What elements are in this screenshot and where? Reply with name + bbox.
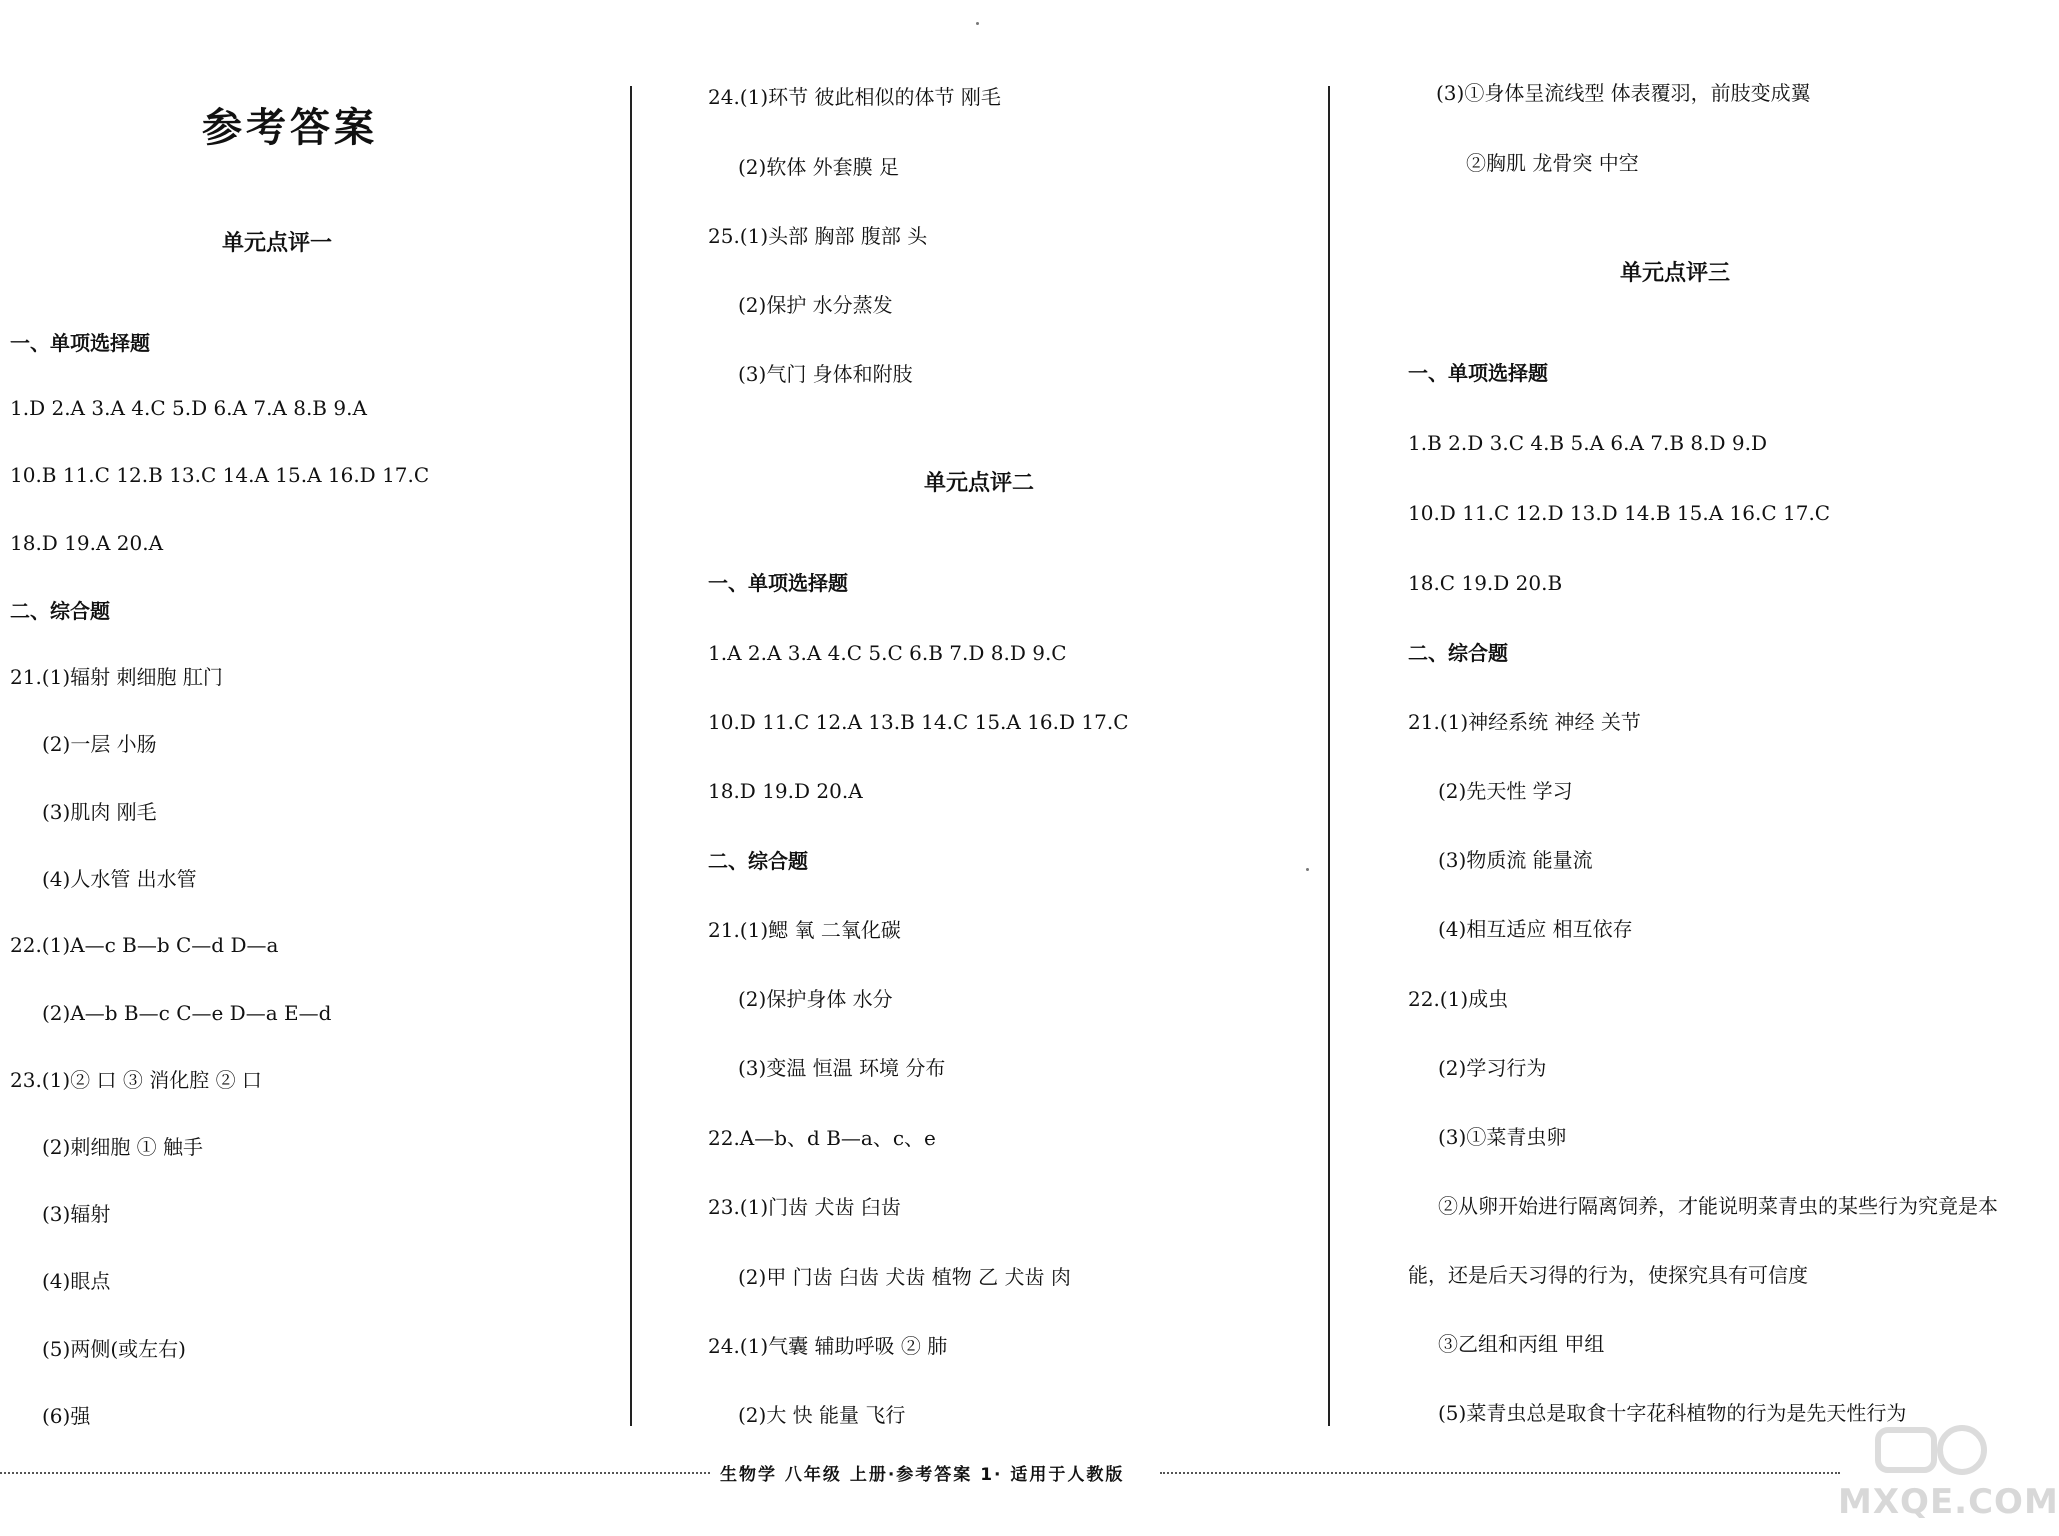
answer-line: (2)先天性 学习 — [1438, 779, 1573, 803]
column-2 — [632, 0, 1328, 1440]
answer-line: ②从卵开始进行隔离饲养，才能说明菜青虫的某些行为究竟是本 — [1438, 1194, 1998, 1218]
answer-line: 22.A—b、d B—a、c、e — [708, 1126, 936, 1150]
answer-line: (2)学习行为 — [1438, 1056, 1547, 1080]
answer-line: 24.(1)气囊 辅助呼吸 ② 肺 — [708, 1334, 948, 1358]
section-heading: 一、单项选择题 — [10, 331, 150, 355]
unit-title-2: 单元点评二 — [924, 470, 1035, 496]
section-heading: 一、单项选择题 — [1408, 361, 1548, 385]
answer-line: ②胸肌 龙骨突 中空 — [1466, 151, 1639, 175]
section-heading: 二、综合题 — [708, 849, 808, 873]
answer-line: (5)菜青虫总是取食十字花科植物的行为是先天性行为 — [1438, 1401, 1907, 1425]
watermark-text: MXQE.COM — [1838, 1482, 2059, 1522]
section-heading: 一、单项选择题 — [708, 571, 848, 595]
page-title: 参考答案 — [202, 104, 378, 151]
answer-line: 22.(1)A—c B—b C—d D—a — [10, 933, 279, 957]
unit-title-3: 单元点评三 — [1620, 260, 1731, 286]
answer-line: (3)①菜青虫卵 — [1438, 1125, 1567, 1149]
mc-answers-line: 18.D 19.A 20.A — [10, 531, 164, 555]
answer-line: 21.(1)神经系统 神经 关节 — [1408, 710, 1641, 734]
scan-speck — [1306, 868, 1309, 871]
answer-line: (2)A—b B—c C—e D—a E—d — [42, 1001, 332, 1025]
answer-line: (3)①身体呈流线型 体表覆羽，前肢变成翼 — [1436, 81, 1811, 105]
answer-line: (5)两侧(或左右) — [42, 1337, 186, 1361]
footer-text: 生物学 八年级 上册·参考答案 1· 适用于人教版 — [720, 1465, 1125, 1485]
answer-line: (2)保护 水分蒸发 — [738, 293, 893, 317]
page-footer — [0, 1454, 2014, 1494]
answer-line: (4)相互适应 相互依存 — [1438, 917, 1633, 941]
answer-line: (2)一层 小肠 — [42, 732, 157, 756]
scan-speck — [976, 22, 979, 25]
answer-line: (3)辐射 — [42, 1202, 111, 1226]
answer-line: 能，还是后天习得的行为，使探究具有可信度 — [1408, 1263, 1808, 1287]
mc-answers-line: 10.D 11.C 12.D 13.D 14.B 15.A 16.C 17.C — [1408, 501, 1831, 525]
watermark-logo — [1838, 1420, 2059, 1530]
answer-line: (2)甲 门齿 臼齿 犬齿 植物 乙 犬齿 肉 — [738, 1265, 1071, 1289]
answer-line: (4)眼点 — [42, 1269, 111, 1293]
column-3 — [1332, 0, 2014, 1440]
mc-answers-line: 10.D 11.C 12.A 13.B 14.C 15.A 16.D 17.C — [708, 710, 1129, 734]
answer-line: (2)大 快 能量 飞行 — [738, 1403, 906, 1427]
answer-line: 25.(1)头部 胸部 腹部 头 — [708, 224, 928, 248]
answer-line: 23.(1)② 口 ③ 消化腔 ② 口 — [10, 1068, 262, 1092]
column-divider — [1328, 86, 1330, 1426]
unit-title-1: 单元点评一 — [222, 230, 333, 256]
mc-answers-line: 1.D 2.A 3.A 4.C 5.D 6.A 7.A 8.B 9.A — [10, 396, 367, 420]
footer-rule-right — [1160, 1472, 1840, 1474]
column-1 — [0, 0, 628, 1440]
answer-line: 22.(1)成虫 — [1408, 987, 1509, 1011]
logo-icon — [1874, 1420, 1984, 1480]
answer-line: (4)人水管 出水管 — [42, 867, 197, 891]
answer-line: 24.(1)环节 彼此相似的体节 刚毛 — [708, 85, 1001, 109]
answer-line: (2)刺细胞 ① 触手 — [42, 1135, 204, 1159]
footer-rule-left — [0, 1472, 710, 1474]
answer-line: 23.(1)门齿 犬齿 臼齿 — [708, 1195, 901, 1219]
answer-line: (3)变温 恒温 环境 分布 — [738, 1056, 946, 1080]
section-heading: 二、综合题 — [10, 599, 110, 623]
mc-answers-line: 1.A 2.A 3.A 4.C 5.C 6.B 7.D 8.D 9.C — [708, 641, 1067, 665]
answer-line: (3)肌肉 刚毛 — [42, 800, 157, 824]
answer-line: ③乙组和丙组 甲组 — [1438, 1332, 1605, 1356]
answer-line: 21.(1)辐射 刺细胞 肛门 — [10, 665, 223, 689]
mc-answers-line: 18.D 19.D 20.A — [708, 779, 863, 803]
answer-line: (6)强 — [42, 1404, 91, 1428]
mc-answers-line: 18.C 19.D 20.B — [1408, 571, 1563, 595]
section-heading: 二、综合题 — [1408, 641, 1508, 665]
mc-answers-line: 1.B 2.D 3.C 4.B 5.A 6.A 7.B 8.D 9.D — [1408, 431, 1767, 455]
answer-line: 21.(1)鳃 氧 二氧化碳 — [708, 918, 901, 942]
mc-answers-line: 10.B 11.C 12.B 13.C 14.A 15.A 16.D 17.C — [10, 463, 430, 487]
answer-line: (3)气门 身体和附肢 — [738, 362, 913, 386]
answer-line: (2)软体 外套膜 足 — [738, 155, 900, 179]
answer-line: (3)物质流 能量流 — [1438, 848, 1593, 872]
answer-line: (2)保护身体 水分 — [738, 987, 893, 1011]
